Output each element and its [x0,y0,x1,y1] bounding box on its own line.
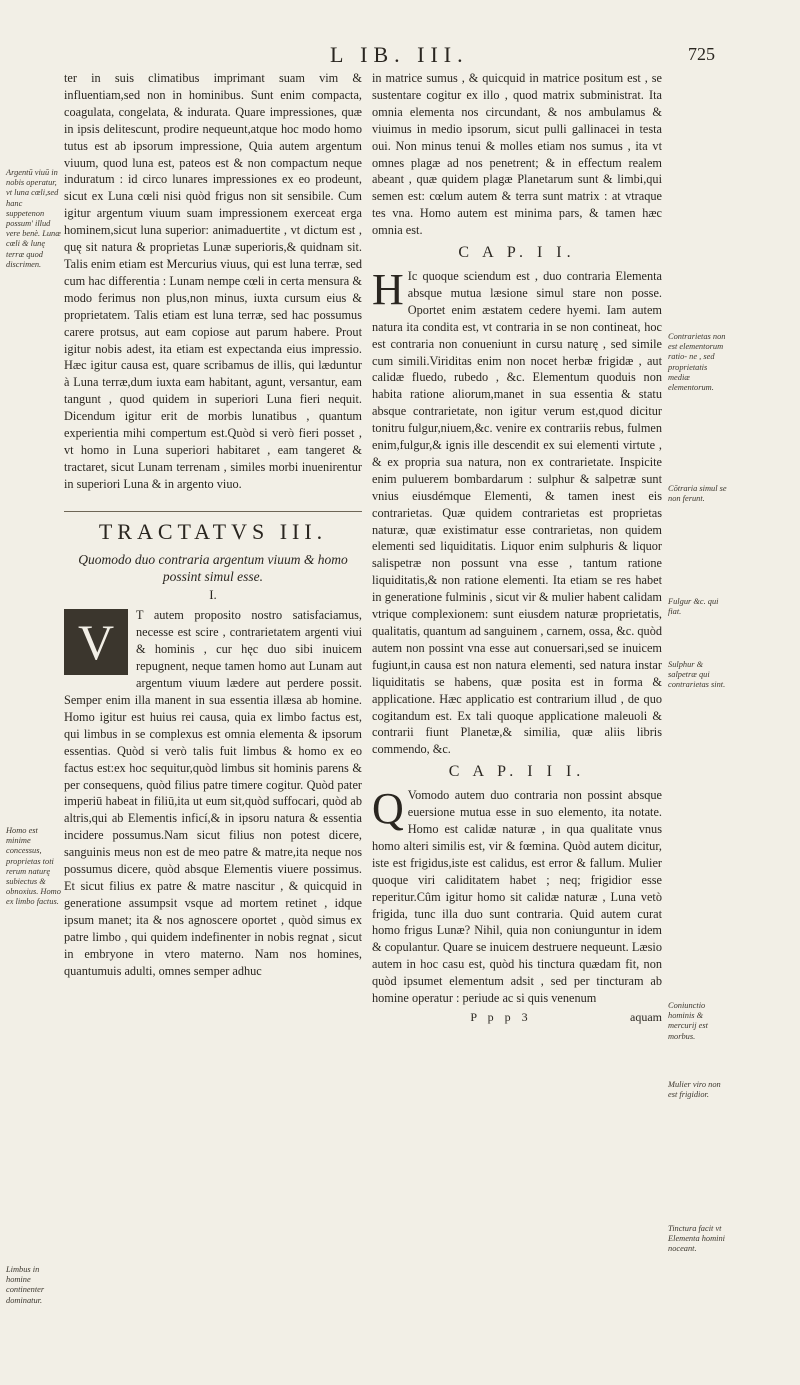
page-number: 725 [688,44,715,64]
book-title: L IB. III. [330,42,469,67]
tractatus-subtitle: Quomodo duo contraria argentum viuum & homo possint simul esse. [78,551,348,584]
margin-note-left-2: Homo est minime concessus, proprietas toti rerum naturę subiectus & obnoxius. Homo ex limbo factus. [6,826,61,907]
signature-mark [372,1009,662,1026]
initial-h: H [372,264,404,314]
margin-note-right-7: Tinctura facit vt Elementa homini noceant. [668,1224,725,1254]
tractatus-heading: TRACTATVS III. [64,511,362,541]
margin-note-right-3: Fulgur &c. qui fiat. [668,597,719,617]
right-paragraph-2: Ic quoque sciendum est , duo contraria Elementa absque mutua læsione simul stare non posse. Oportet enim æstatem cedere hyemi. Iam autem natura ita condita est, vt contraria in se non contineat, hoc est contraria non conueniunt in cursu naturę , sed simile cum simili.Viriditas enim non nocet herbæ frigidæ , aut calidæ fluedo, rubedo , &c. Elementum quoduis non habita ratione aliorum,manet in sua essentia & statu absque contrarietate, non igitur verum est,quod dicitur tonitru fulgur,niuem,&c. venire ex contrariis rebus, fulmen enim,fulgur,& ignis ille descendit ex sui elementi virtute , & ex propria sua natura, non ex contrarietate. Inspicite enim puluerem bombardarum : sulphur & salpetræ sunt vnius eiusdémque Elementi, & tamen inest eis contrarietas. Quæ quidem contrarietas est proprietas naturæ, quæ existimatur esse contrarietas, non quidem elementi sed liquiditatis. Liquor enim sulphuris & liquor salispetræ non possunt vna esse , tantum ratione liquiditatis,& non ratione elementi. Ita etiam se res habet in generatione fulminis , sicut vir & mulier habent calidam vtrique complexionem: sunt eiusdem naturæ proprietatis, qualitatis, quantum ad sanguinem , carnem, ossa, &c. quòd autem non possint vna esse aut conuersari,sed se inuicem fugiunt,in causa est non natura elementi, sed natura instar liquiditatis se habens, quæ posita est in forma & applicatione. Hæc applicatio est contrarium illud , de quo cogitandum est. Ex tali quoque applicatione maleuoli & contrarii fiunt Planetæ,& similia, quæ aliis libris commendo, &c. [372,268,662,757]
chapter-start [64,607,362,979]
drop-cap-v: V [64,609,128,675]
left-column [64,70,362,979]
margin-note-right-2: Cōtraria simul se non ferunt. [668,484,727,504]
signature-text: P p p 3 [470,1009,532,1024]
initial-q: Q [372,784,404,834]
margin-note-left-3: Limbus in homine continenter dominatur. [6,1265,45,1305]
right-paragraph-3: Vomodo autem duo contraria non possint absque euersione mutua esse in suo elemento, ita notate. Homo est calidæ naturæ , in qua qualitate vnus homo alteri similis est, vir & fœmina. Quòd autem dicitur, iste est frigidus,iste est calidus, est error & fallum. Mulier quoque viri caliditatem habet ; neq; frigidior esse reperitur.Cûm igitur homo sit calidæ naturæ , Luna vetò frigida, tunc illa duo sunt contraria. Quid autem curat homo frigus Lunæ? Nihil, quia non coniunguntur in idem & copulantur. Quare se inuicem destruere nequeunt. Læsio autem in hoc casu est, quòd his tinctura quædam fit, non quòd ipsumet elementum adsit , sed per tincturam ab homine operatur : periude ac si quis venenum [372,788,662,1006]
margin-note-right-1: Contrarietas non est elementorum ratio- ne , sed proprietatis mediæ elementorum. [668,332,726,393]
chapter-2-heading: C A P. I I. [458,244,576,262]
margin-note-right-5: Coniunctio hominis & mercurij est morbus. [668,1001,708,1041]
right-column [372,70,662,1026]
right-paragraph-1: in matrice sumus , & quicquid in matrice positum est , se sustentare cogitur ex illo , quod matrix subministrat. Ita omnia elementa nos circundant, & nos ambulamus & viuimus in medio ipsorum, sicut pulli gallinacei in testa oui. Non minus tenui & molles etiam nos sumus , ita vt omnes plagæ ad nos penetrent; & in effectum realem abeant , quæ quidem plagæ Planetarum sunt & limbi,qui semen est: cœlum autem & terra sunt matrix : at vtraque tes vna. Homo autem est minima pars, & tamen hæc omnia est. [372,71,662,238]
catchword: aquam [630,1009,662,1024]
chapter-3-start [372,784,662,1007]
section-number: I. [209,586,217,602]
chapter-3-heading: C A P. I I I. [448,763,586,781]
left-paragraph-1: ter in suis climatibus imprimant suam vim & influentiam,sed non in hominibus. Sunt enim compacta, coagulata, congelata, & indurata. Quare impressiones, quæ in ipsis delitescunt, prodire nequeunt,atque hoc modo homo tutus est ab ipsorum impressione, Quia autem argentum viuum, quod luna est, pateos est & non compactum neque induratum : id circo lunares impressiones ex eo prodeunt, sicut ex Luna cœli nisi quòd frigus non sit sensibile. Cum igitur argentum viuum suam impressionem exerceat erga hominem,sicut luna superior: animaduertite , vt dictum est , quę sit natura & proprietas Lunæ superioris,& quidnam sit. Talis enim etiam est Mercurius viuus, qui est luna terræ, sed cum hac differentia : Lunam nempe cœli in certa mensura & modo ferimus non plus,non minus, iuxta cursum eius & proprietatem. Talis etiam est luna terræ, sed hac possumus carere protsus, aut eam copiose aut parum habere. Prout igitur nobis adest, ita etiam est expectanda eius impressio. Hæc igitur causa est, quare scribamus de illis, qui læduntur à Luna terræ,dum iuxta eam habitant, agunt, versantur, eam tangunt , quod quidem in superiori Luna fieri nequit. Dicendum igitur erit de morbis lunatibus , quantum experientia mihi compertum est.Quòd si verò fieri posset , vt homo in Luna superiori habitaret , eam tangeret & tractaret, sicut Lunam terrenam , similes morbi inuenirentur in superiori Luna & in argento viuo. [64,71,362,491]
left-paragraph-2: T autem proposito nostro satisfaciamus, necesse est scire , contrarietatem argenti viui & hominis , cur hęc duo sibi inuicem repugnent, neque tamen homo aut Lunam aut argentum viuum lædere aut perdere possit. Semper enim illa manent in sua essentia illæsa ab homine. Homo igitur est huius rei causa, quia ex limbo factus est, qui limbus in se complexus est omnia elementa & ipsorum essentias. Quòd si verò talis fuit limbus & homo ex eo factus est:ex hoc sequitur,quòd limbus sit hominis parens & per consequens, quòd filius patre timere cogitur. Quòd pater imperiū habeat in filiū,ita ut eum sit,quòd suffocari, quòd ab altris,qui ab Elementis inficí,& in ipsoru natura & essentia incidere possumus.Nam sicut filius non potest dicere, sanguinis meus non est de meo patre & matre,ita neque nos possumus dicere, quòd absque Elementis viuere possimus. Et sicut filius ex patre & matre nascitur , & quicquid in generatione assumpsit vsque ad mortem retinet , idque ipsum manet; ita & nos agnoscere oportet , quòd simus ex patre limbo , qui quidem indefinenter in nobis regnat , sicut in embryone in vtero materno. Nam nos homines, quantumuis adulti, omnes semper adhuc [64,608,362,978]
margin-note-left-1: Argentū viuū in nobis operatur, vt luna cœli,sed hanc suppetenon possum' illud vere benè. Lunæ cœli & lunę terræ quod discrimen. [6,168,61,269]
margin-note-right-6: Mulier viro non est frigidior. [668,1080,721,1100]
margin-note-right-4: Sulphur & salpetræ qui contrarietas sint. [668,660,726,690]
chapter-2-start [372,264,662,758]
